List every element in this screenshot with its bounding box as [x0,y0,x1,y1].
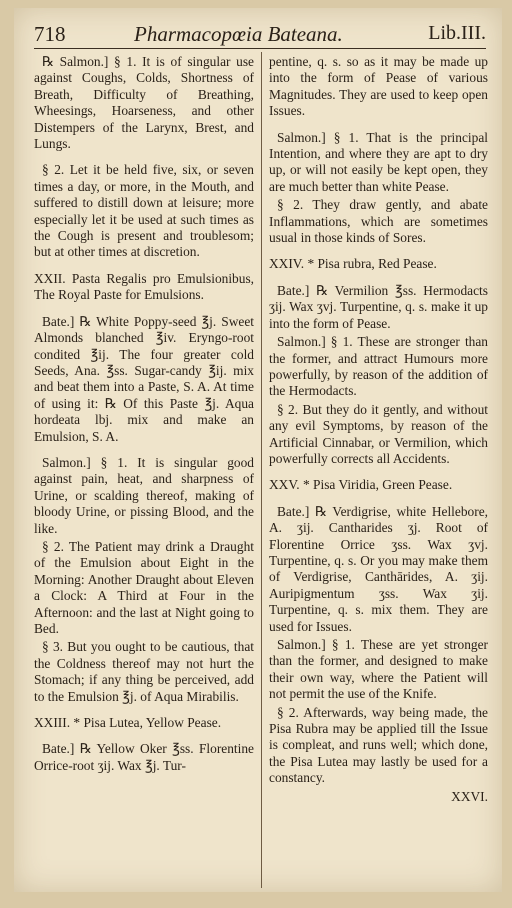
paragraph: ℞ Salmon.] § 1. It is of singular use against Coughs, Colds, Shortness of Breath, Difficulty of Breathing, Wheesings, Hoarseness, and other Distempers of the Larynx, Brest, and Lungs. [34,54,254,152]
paragraph: Salmon.] § 1. That is the principal Intention, and where they are apt to dry up, or will not easily be kept open, they are much better than white Pease. [269,129,488,194]
paragraph: § 2. But they do it gently, and without any evil Symptoms, by reason of the Artificial Cinnabar, or Vermilion, which powerfully corrects all Accidents. [269,401,488,466]
paragraph: Salmon.] § 1. It is singular good against pain, heat, and sharpness of Urine, or scalding thereof, making of bloody Urine, or pissing Blood, and the like. [34,454,254,536]
section-heading: XXV. * Pisa Viridia, Green Pease. [269,477,453,493]
left-column [34,54,254,784]
paragraph: § 2. Let it be held five, six, or seven times a day, or more, in the Mouth, and suffered to distill down at leisure; more especially let it be used at such times as the Cough is present and troublesom; but at other times at discretion. [34,162,254,260]
paragraph: pentine, q. s. so as it may be made up into the form of Pease of various Magnitudes. They are used to keep open Issues. [269,54,488,119]
catchword: XXVI. [451,788,488,804]
running-title: Pharmacopœia Bateana. [134,22,343,46]
paragraph: Salmon.] § 1. These are yet stronger than the former, and designed to make their own way, where the Patient will not permit the use of the Knife. [269,637,488,702]
section-heading: XXIII. * Pisa Lutea, Yellow Pease. [34,715,222,731]
paragraph: Salmon.] § 1. These are stronger than the former, and attract Humours more powerfully, by reason of the addition of the Hermodacts. [269,334,488,399]
right-column [269,54,488,815]
paragraph: § 2. They draw gently, and abate Inflammations, which are sometimes usual in those kinds of Sores. [269,197,488,246]
section-heading: XXII. Pasta Regalis pro Emulsionibus, The Royal Paste for Emulsions. [34,270,254,303]
book-page [14,8,502,892]
page-number: 718 [34,22,66,46]
header-rule [34,48,486,49]
paragraph: § 3. But you ought to be cautious, that the Coldness thereof may not hurt the Stomach; if any thing be perceived, add to the Emulsion ℥j. of Aqua Mirabilis. [34,639,254,704]
book-label: Lib.III. [428,22,486,44]
paragraph: Bate.] ℞ Verdigrise, white Hellebore, A. ʒij. Cantharides ʒj. Root of Florentine Orrice ʒss. Wax ʒvj. Turpentine, q. s. Or you may make them of Verdigrise, Canthārides, A. ʒij. Auripigmentum ʒss. Wax ʒij. Turpentine, q. s. mix them. They are used for Issues. [269,503,488,634]
paragraph: Bate.] ℞ White Poppy-seed ℥j. Sweet Almonds blanched ℥iv. Eryngo-root condited ℥ij. The four greater cold Seeds, Ana. ℥ss. Sugar-candy ℥ij. mix and beat them into a Paste, S. A. At time of using it: ℞ Of this Paste ℥j. Aqua hordeata lbj. mix and make an Emulsion, S. A. [34,313,254,444]
paragraph: Bate.] ℞ Vermilion ℥ss. Hermodacts ʒij. Wax ʒvj. Turpentine, q. s. make it up into the form of Pease. [269,282,488,331]
column-divider [261,52,262,888]
page-header [34,18,486,48]
paragraph: § 2. The Patient may drink a Draught of the Emulsion about Eight in the Morning: Another Draught about Eleven a Clock: A Third at Four in the Afternoon: and the last at Night going to Bed. [34,538,254,636]
paragraph: § 2. Afterwards, way being made, the Pisa Rubra may be applied till the Issue is compleat, and runs well; which done, the Pisa Lutea may lastly be used for a constancy. [269,704,488,786]
section-heading: XXIV. * Pisa rubra, Red Pease. [269,256,437,272]
paragraph: Bate.] ℞ Yellow Oker ℥ss. Florentine Orrice-root ʒij. Wax ℥j. Tur- [34,741,254,773]
